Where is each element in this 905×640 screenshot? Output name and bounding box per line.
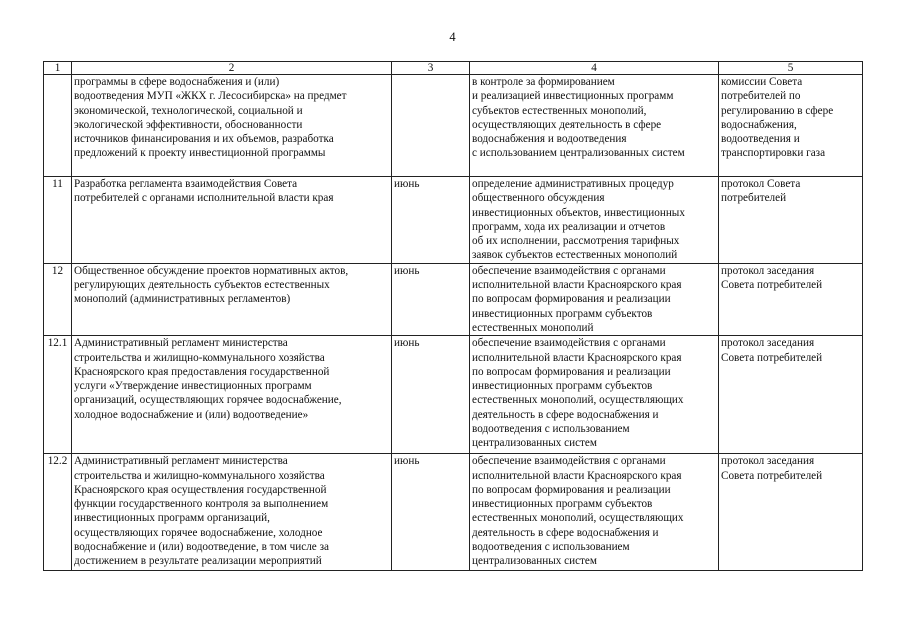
row-number: 12 <box>44 263 72 335</box>
table-header-row <box>44 62 863 75</box>
column-header: 4 <box>470 62 719 75</box>
column-header: 2 <box>72 62 392 75</box>
column-header: 3 <box>392 62 470 75</box>
activity-cell: Разработка регламента взаимодействия Совета потребителей с органами исполнительной власти края <box>72 177 392 264</box>
goal-cell: обеспечение взаимодействия с органами исполнительной власти Красноярского края по вопросам формирования и реализации инвестиционных программ субъектов естественных монополий, осуществляющих деятельность в сфере водоснабжения и водоотведения с использованием централизованных систем <box>470 336 719 454</box>
page-number: 4 <box>449 30 456 44</box>
row-number: 11 <box>44 177 72 264</box>
activity-cell: Административный регламент министерства строительства и жилищно-коммунального хозяйства Красноярского края осуществления государственной функции государственного контроля за выполнением инвестиционных программ организаций, осуществляющих горячее водоснабжение, холодное водоснабжение и (или) водоотведение, в том числе за достижением в результате реализации мероприятий <box>72 454 392 571</box>
result-cell: протокол заседания Совета потребителей <box>719 336 863 454</box>
activity-cell: Общественное обсуждение проектов нормативных актов, регулирующих деятельность субъектов естественных монополий (административных регламентов) <box>72 263 392 335</box>
result-cell: протокол заседания Совета потребителей <box>719 454 863 571</box>
goal-cell: определение административных процедур общественного обсуждения инвестиционных объектов, инвестиционных программ, хода их реализации и отчетов об их исполнении, рассмотрения тарифных заявок субъектов естественных монополий <box>470 177 719 264</box>
activity-cell: Административный регламент министерства строительства и жилищно-коммунального хозяйства Красноярского края предоставления государственной услуги «Утверждение инвестиционных программ организаций, осуществляющих горячее водоснабжение, холодное водоснабжение и (или) водоотведение» <box>72 336 392 454</box>
row-number <box>44 75 72 177</box>
term-cell: июнь <box>392 454 470 571</box>
row-number: 12.1 <box>44 336 72 454</box>
activity-cell: программы в сфере водоснабжения и (или) водоотведения МУП «ЖКХ г. Лесосибирска» на предмет экономической, технологической, социальной и экологической эффективности, обоснованности источников финансирования и их объемов, разработка предложений к проекту инвестиционной программы <box>72 75 392 177</box>
goal-cell: в контроле за формированием и реализацией инвестиционных программ субъектов естественных монополий, осуществляющих деятельность в сфере водоснабжения и водоотведения с использованием централизованных систем <box>470 75 719 177</box>
table-row <box>44 336 863 454</box>
term-cell <box>392 75 470 177</box>
term-cell: июнь <box>392 336 470 454</box>
goal-cell: обеспечение взаимодействия с органами исполнительной власти Красноярского края по вопросам формирования и реализации инвестиционных программ субъектов естественных монополий, осуществляющих деятельность в сфере водоснабжения и водоотведения с использованием централизованных систем <box>470 454 719 571</box>
table-row <box>44 263 863 335</box>
row-number: 12.2 <box>44 454 72 571</box>
table-row <box>44 454 863 571</box>
table-row <box>44 75 863 177</box>
plan-table <box>43 61 863 571</box>
column-header: 5 <box>719 62 863 75</box>
term-cell: июнь <box>392 263 470 335</box>
term-cell: июнь <box>392 177 470 264</box>
result-cell: протокол Совета потребителей <box>719 177 863 264</box>
goal-cell: обеспечение взаимодействия с органами исполнительной власти Красноярского края по вопросам формирования и реализации инвестиционных программ субъектов естественных монополий <box>470 263 719 335</box>
result-cell: комиссии Совета потребителей по регулированию в сфере водоснабжения, водоотведения и транспортировки газа <box>719 75 863 177</box>
table-row <box>44 177 863 264</box>
result-cell: протокол заседания Совета потребителей <box>719 263 863 335</box>
column-header: 1 <box>44 62 72 75</box>
